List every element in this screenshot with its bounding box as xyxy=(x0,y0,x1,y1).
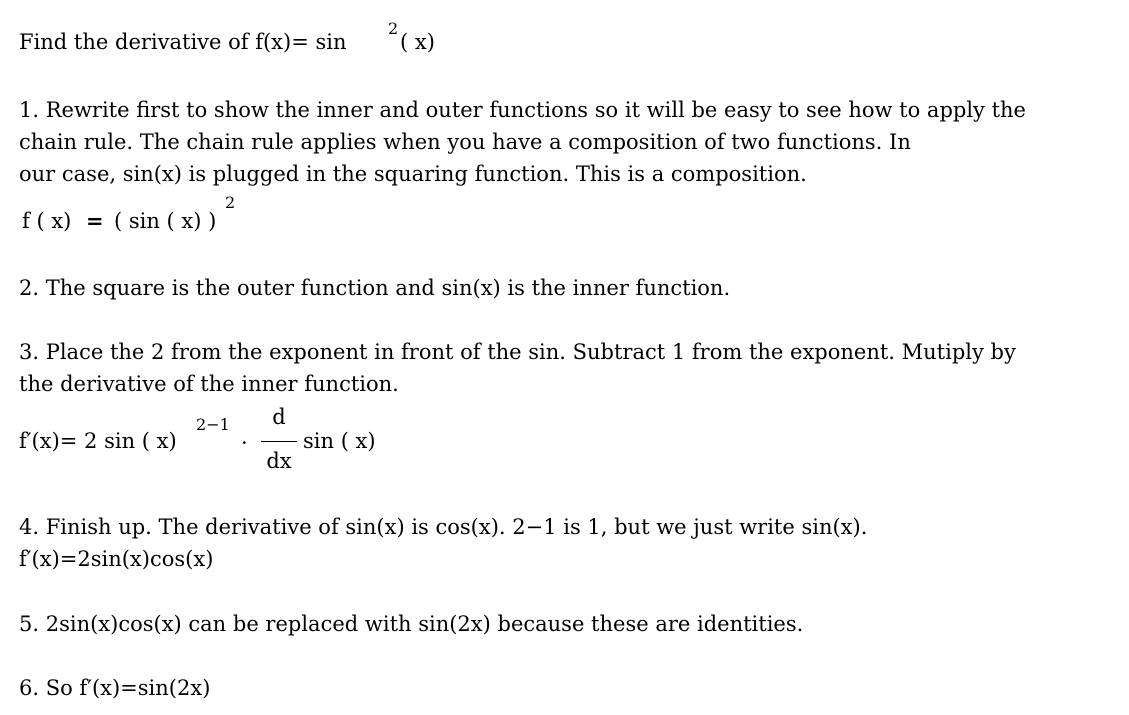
step3-equation-left: f′(x)= 2 sin ( x) xyxy=(19,429,177,453)
step1-equation-exponent: 2 xyxy=(225,193,236,212)
step3-line1: 3. Place the 2 from the exponent in front of the sin. Subtract 1 from the exponent. Mutiply by xyxy=(19,340,1016,364)
step1-equation-sign: = xyxy=(86,208,104,233)
step3-fraction-bar xyxy=(261,441,297,442)
step1-equation-right: ( sin ( x) ) xyxy=(114,209,217,233)
step2-line1: 2. The square is the outer function and sin(x) is the inner function. xyxy=(19,276,731,300)
step1-equation-left: f ( x) xyxy=(22,209,72,233)
step3-fraction-numerator: d xyxy=(272,405,286,429)
step1-line1: 1. Rewrite first to show the inner and outer functions so it will be easy to see how to apply the xyxy=(19,98,1026,122)
step5-line1: 5. 2sin(x)cos(x) can be replaced with sin(2x) because these are identities. xyxy=(19,612,804,636)
problem-exponent: 2 xyxy=(388,19,399,38)
step6-line1: 6. So f′(x)=sin(2x) xyxy=(19,676,211,700)
step1-line3: our case, sin(x) is plugged in the squaring function. This is a composition. xyxy=(19,162,807,186)
step3-fraction-denominator: dx xyxy=(266,449,292,473)
step3-equation-right: sin ( x) xyxy=(303,429,376,453)
step3-equation-exponent: 2−1 xyxy=(196,415,230,434)
step4-line2: f′(x)=2sin(x)cos(x) xyxy=(19,547,214,571)
problem-statement xyxy=(19,30,347,54)
step3-line2: the derivative of the inner function. xyxy=(19,372,399,396)
problem-argument: ( x) xyxy=(400,30,435,54)
step1-line2: chain rule. The chain rule applies when you have a composition of two functions. In xyxy=(19,130,911,154)
problem-text: Find the derivative of f(x)= sin xyxy=(19,30,347,54)
step3-equation-dot: · xyxy=(241,431,248,455)
step4-line1: 4. Finish up. The derivative of sin(x) is cos(x). 2−1 is 1, but we just write sin(x). xyxy=(19,515,868,539)
